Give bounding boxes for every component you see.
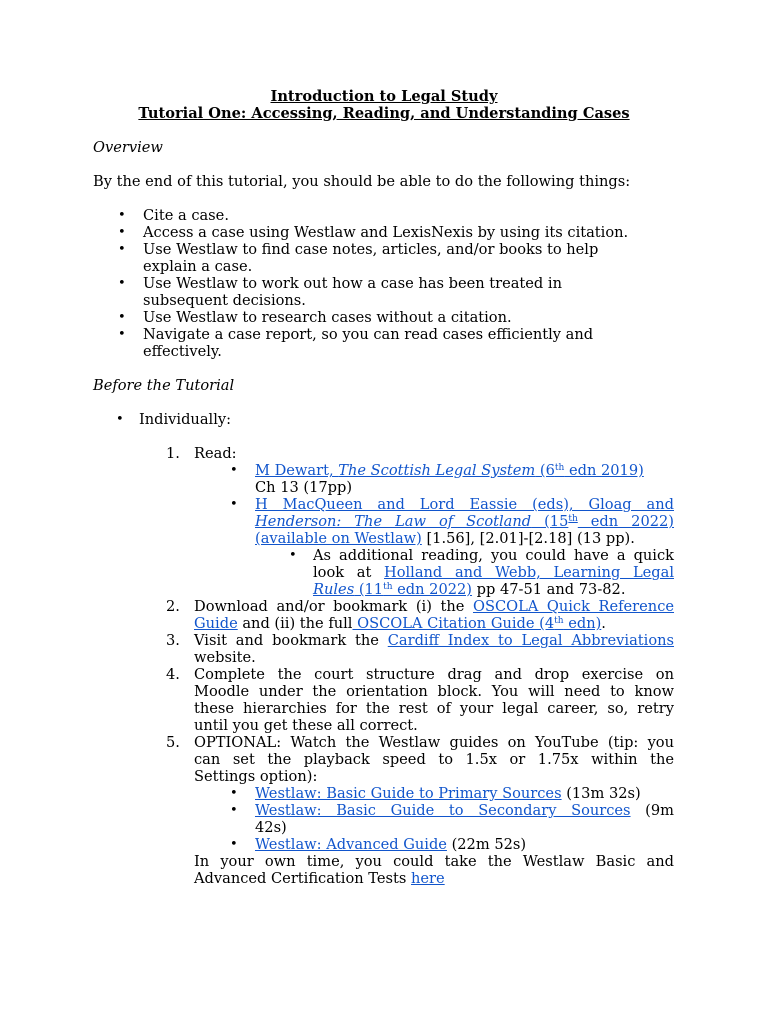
task-4-line: until you get these all correct. <box>194 717 418 734</box>
certification-line2: Advanced Certification Tests here <box>194 870 445 887</box>
bullet: • <box>230 837 238 852</box>
video-1: Westlaw: Basic Guide to Primary Sources (13m 32s) <box>255 785 641 802</box>
objective-item-continued: subsequent decisions. <box>143 292 306 309</box>
reading-2-tail: (available on Westlaw) [1.56], [2.01]-[2.18] (13 pp). <box>255 530 635 547</box>
bullet: • <box>116 412 124 427</box>
task-number: 4. <box>166 666 180 683</box>
westlaw-secondary-sources-link[interactable]: Westlaw: Basic Guide to Secondary Sources <box>255 802 631 819</box>
bullet: • <box>118 225 126 240</box>
bullet: • <box>118 242 126 257</box>
objective-item: Navigate a case report, so you can read cases efficiently and <box>143 326 594 343</box>
task-5-line: OPTIONAL: Watch the Westlaw guides on YouTube (tip: you <box>194 734 674 751</box>
bullet: • <box>230 786 238 801</box>
bullet: • <box>118 208 126 223</box>
gloag-link-line1[interactable]: H MacQueen and Lord Eassie (eds), Gloag and <box>255 496 674 513</box>
objective-item: Use Westlaw to research cases without a citation. <box>143 309 512 326</box>
task-3-line2: website. <box>194 649 256 666</box>
reading-1-chapter: Ch 13 (17pp) <box>255 479 353 496</box>
westlaw-primary-sources-link[interactable]: Westlaw: Basic Guide to Primary Sources <box>255 785 562 802</box>
bullet: • <box>118 310 126 325</box>
certification-line1: In your own time, you could take the Westlaw Basic and <box>194 853 674 870</box>
dewart-link[interactable]: M Dewart, The Scottish Legal System (6th edn 2019) <box>255 462 644 479</box>
task-number: 3. <box>166 632 180 649</box>
task-read-label: Read: <box>194 445 237 462</box>
task-5-line: Settings option): <box>194 768 318 785</box>
oscola-citation-guide-link[interactable]: OSCOLA Citation Guide (4th edn) <box>352 615 602 632</box>
task-2-line2: Guide and (ii) the full OSCOLA Citation Guide (4th edn). <box>194 615 606 632</box>
objective-item: Cite a case. <box>143 207 229 224</box>
task-2-line1: Download and/or bookmark (i) the OSCOLA Quick Reference <box>194 598 675 615</box>
objective-item: Use Westlaw to find case notes, articles, and/or books to help <box>143 241 599 258</box>
bullet: • <box>230 463 238 478</box>
task-4-line: Moodle under the orientation block. You will need to know <box>194 683 674 700</box>
oscola-quick-reference-link[interactable]: OSCOLA Quick Reference <box>472 598 675 615</box>
holland-webb-link-continued[interactable]: Rules (11th edn 2022) <box>313 581 473 598</box>
video-2: Westlaw: Basic Guide to Secondary Sources (9m <box>255 802 674 819</box>
bullet: • <box>230 497 238 512</box>
before-tutorial-heading: Before the Tutorial <box>93 377 235 394</box>
certification-here-link[interactable]: here <box>411 870 445 887</box>
bullet: • <box>118 327 126 342</box>
westlaw-availability-link[interactable]: (available on Westlaw) <box>255 530 422 547</box>
task-5-line: can set the playback speed to 1.5x or 1.75x within the <box>194 751 674 768</box>
overview-heading: Overview <box>93 139 163 156</box>
document-title: Introduction to Legal Study <box>270 88 498 105</box>
task-4-line: Complete the court structure drag and drop exercise on <box>194 666 674 683</box>
overview-intro: By the end of this tutorial, you should be able to do the following things: <box>93 173 631 190</box>
reading-1 <box>255 462 644 479</box>
holland-webb-link[interactable]: Holland and Webb, Learning Legal <box>383 564 674 581</box>
task-3-line1: Visit and bookmark the Cardiff Index to Legal Abbreviations <box>194 632 674 649</box>
bullet: • <box>289 548 297 563</box>
additional-reading-line1: As additional reading, you could have a quick <box>313 547 674 564</box>
task-number: 2. <box>166 598 180 615</box>
video-3: Westlaw: Advanced Guide (22m 52s) <box>255 836 527 853</box>
gloag-link-line2[interactable]: Henderson: The Law of Scotland (15th edn 2022) <box>255 513 674 530</box>
oscola-quick-reference-link-continued[interactable]: Guide <box>194 615 238 632</box>
document-subtitle: Tutorial One: Accessing, Reading, and Understanding Cases <box>138 105 630 122</box>
bullet: • <box>230 803 238 818</box>
westlaw-advanced-guide-link[interactable]: Westlaw: Advanced Guide <box>255 836 447 853</box>
objective-item: Access a case using Westlaw and LexisNexis by using its citation. <box>143 224 629 241</box>
additional-reading-line2: look at Holland and Webb, Learning Legal <box>313 564 674 581</box>
individually-label: Individually: <box>139 411 232 428</box>
objective-item-continued: effectively. <box>143 343 222 360</box>
cardiff-index-link[interactable]: Cardiff Index to Legal Abbreviations <box>387 632 674 649</box>
video-2-duration: 42s) <box>255 819 287 836</box>
additional-reading-line3: Rules (11th edn 2022) pp 47-51 and 73-82. <box>313 581 626 598</box>
task-number: 1. <box>166 445 180 462</box>
objective-item: Use Westlaw to work out how a case has been treated in <box>143 275 562 292</box>
task-4-line: these hierarchies for the rest of your legal career, so, retry <box>194 700 674 717</box>
task-number: 5. <box>166 734 180 751</box>
objective-item-continued: explain a case. <box>143 258 253 275</box>
bullet: • <box>118 276 126 291</box>
